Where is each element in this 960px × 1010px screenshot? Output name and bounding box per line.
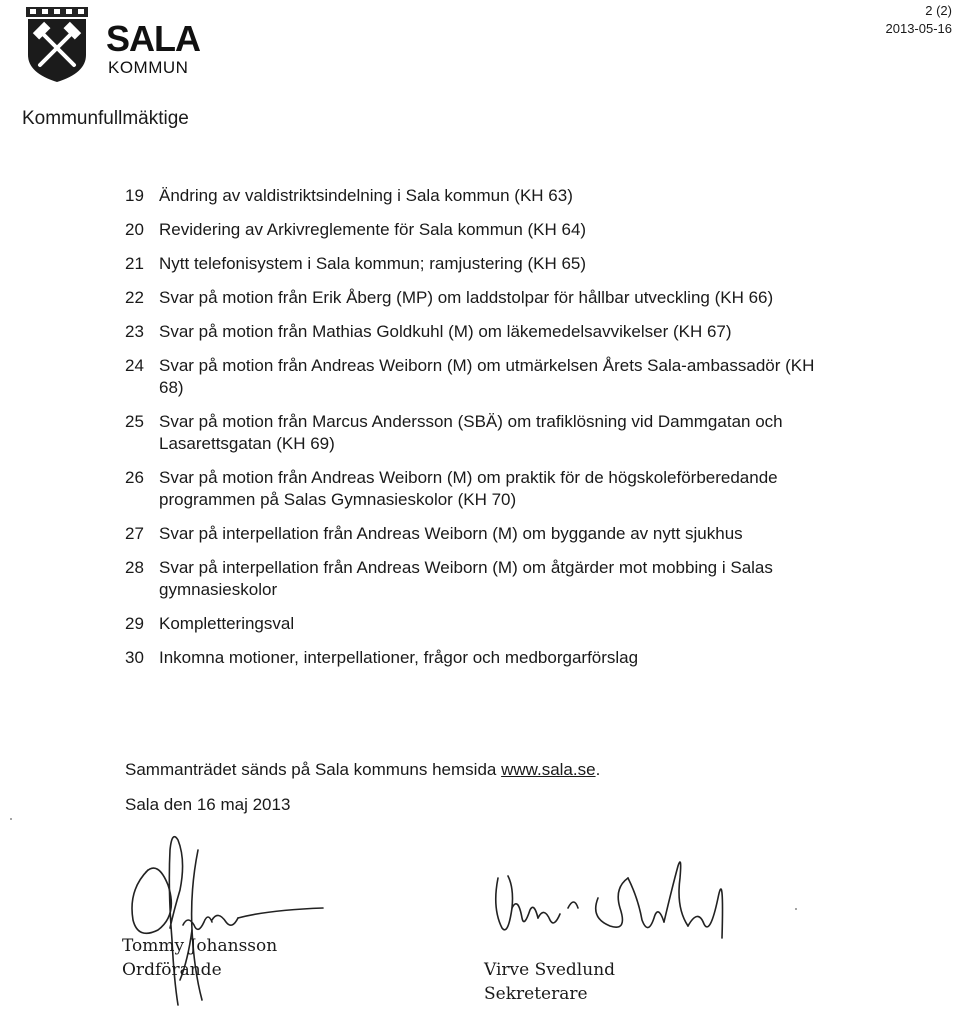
agenda-number: 28 bbox=[125, 558, 144, 577]
agenda-number: 20 bbox=[125, 220, 144, 239]
agenda-number: 23 bbox=[125, 322, 144, 341]
agenda-number: 30 bbox=[125, 648, 144, 667]
agenda-item bbox=[125, 185, 945, 207]
agenda-text: Kompletteringsval bbox=[159, 614, 295, 633]
agenda-text: Svar på motion från Erik Åberg (MP) om laddstolpar för hållbar utveckling (KH 66) bbox=[159, 288, 774, 307]
organization-title: Kommunfullmäktige bbox=[22, 108, 189, 129]
signature-secretary bbox=[478, 848, 758, 948]
agenda-number: 29 bbox=[125, 614, 144, 633]
secretary-role: Sekreterare bbox=[484, 984, 588, 1004]
agenda-text: Svar på interpellation från Andreas Weiborn (M) om åtgärder mot mobbing i Salas gymnasieskolor bbox=[159, 558, 773, 599]
agenda-item bbox=[125, 355, 945, 399]
website-prefix: Sammanträdet sänds på Sala kommuns hemsida bbox=[125, 760, 502, 779]
place-date: Sala den 16 maj 2013 bbox=[125, 795, 291, 814]
agenda-number: 21 bbox=[125, 254, 144, 273]
agenda-text: Svar på motion från Mathias Goldkuhl (M) om läkemedelsavvikelser (KH 67) bbox=[159, 322, 732, 341]
chairman-name: Tommy Johansson bbox=[122, 936, 278, 956]
agenda-item bbox=[125, 287, 945, 309]
agenda-item bbox=[125, 253, 945, 275]
agenda-text: Inkomna motioner, interpellationer, frågor och medborgarförslag bbox=[159, 648, 639, 667]
crossed-hammers-crest-icon bbox=[24, 7, 90, 83]
agenda-item bbox=[125, 557, 945, 601]
agenda-text: Svar på interpellation från Andreas Weiborn (M) om byggande av nytt sjukhus bbox=[159, 524, 743, 543]
chairman-role: Ordförande bbox=[122, 960, 222, 980]
agenda-item bbox=[125, 523, 945, 545]
agenda-item bbox=[125, 467, 945, 511]
agenda-number: 19 bbox=[125, 186, 144, 205]
scan-speck bbox=[10, 818, 12, 820]
website-suffix: . bbox=[595, 760, 601, 779]
agenda-item bbox=[125, 411, 945, 455]
agenda-item bbox=[125, 321, 945, 343]
page-info bbox=[886, 2, 953, 38]
agenda-text: Revidering av Arkivreglemente för Sala kommun (KH 64) bbox=[159, 220, 587, 239]
chairman-block bbox=[122, 934, 277, 982]
secretary-name: Virve Svedlund bbox=[484, 960, 616, 980]
agenda-text: Svar på motion från Andreas Weiborn (M) om praktik för de högskoleförberedande programmen på Salas Gymnasieskolor (KH 70) bbox=[159, 468, 778, 509]
agenda-number: 24 bbox=[125, 356, 144, 375]
page-number: 2 (2) bbox=[925, 3, 952, 18]
agenda-item bbox=[125, 647, 945, 669]
logo-subtitle: KOMMUN bbox=[108, 58, 189, 77]
agenda-item bbox=[125, 613, 945, 635]
agenda-number: 22 bbox=[125, 288, 144, 307]
secretary-block bbox=[484, 958, 615, 1006]
website-link[interactable]: www.sala.se bbox=[501, 760, 596, 779]
agenda-number: 26 bbox=[125, 468, 144, 487]
agenda-number: 25 bbox=[125, 412, 144, 431]
logo-name: SALA bbox=[106, 18, 200, 59]
scan-speck bbox=[795, 908, 797, 910]
agenda-list bbox=[125, 185, 945, 681]
sala-kommun-logo bbox=[20, 5, 200, 85]
agenda-text: Ändring av valdistriktsindelning i Sala kommun (KH 63) bbox=[159, 186, 573, 205]
agenda-item bbox=[125, 219, 945, 241]
website-notice bbox=[125, 760, 600, 780]
agenda-text: Svar på motion från Andreas Weiborn (M) om utmärkelsen Årets Sala-ambassadör (KH 68) bbox=[159, 356, 815, 397]
signature-chairman bbox=[108, 830, 338, 1010]
agenda-text: Svar på motion från Marcus Andersson (SBÄ) om trafiklösning vid Dammgatan och Lasarettsgatan (KH 69) bbox=[159, 412, 783, 453]
agenda-number: 27 bbox=[125, 524, 144, 543]
document-date: 2013-05-16 bbox=[885, 21, 952, 36]
agenda-text: Nytt telefonisystem i Sala kommun; ramjustering (KH 65) bbox=[159, 254, 587, 273]
